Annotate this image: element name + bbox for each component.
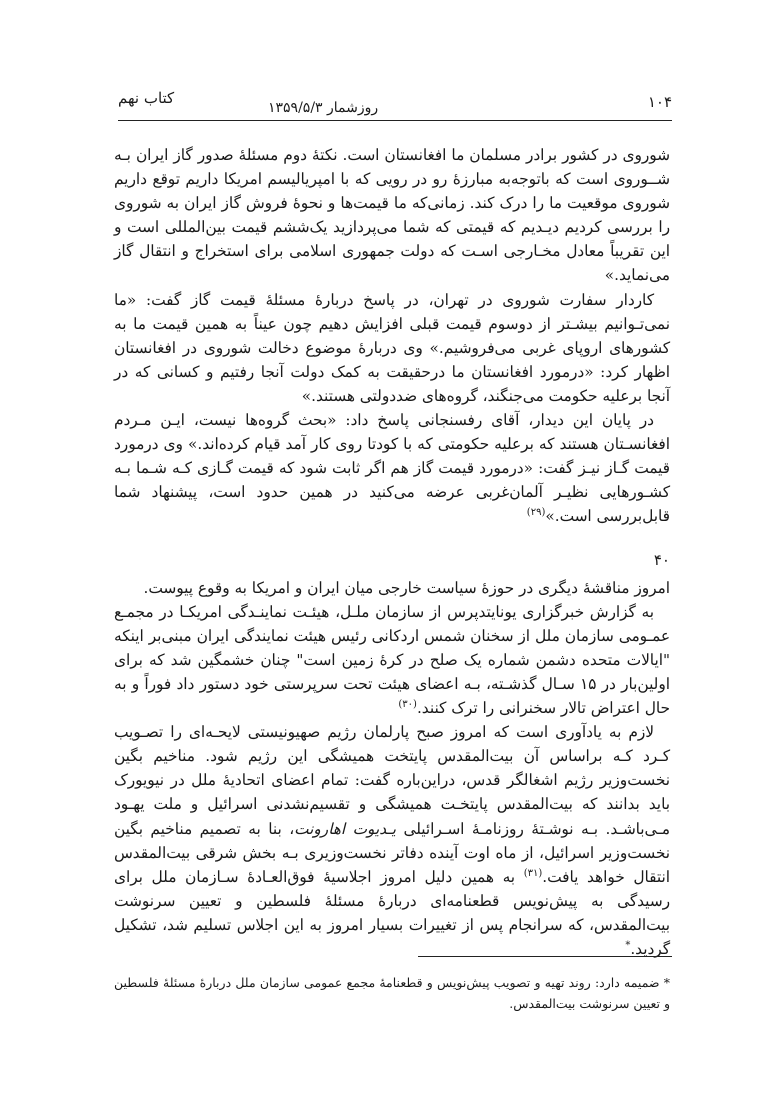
newspaper-name: یـدیوت اهارونت [294,819,396,838]
attachment-marker: * [625,939,631,951]
paragraph: لازم به یادآوری است که امروز صبح پارلمان رژیم صهیونیستی لایحـه‌ای را تصـویب کـرد کـه براساس آن بیت‌المقدس پایتخت همیشگی این رژیم شود. مناخیم بگین نخست‌وزیر رژیم اشغالگر قدس، دراین‌باره گفت: تمام اعضای اتحادیۀ ملل در نیویورک باید بدانند که بیت‌المقدس پایتخـت همیشگی و تقسیم‌نشدنی اسرائیل و ملت یهـود مـی‌باشـد. بـه نوشـتۀ روزنامـۀ اسـرائیلی یـدیوت اهارونت، بنا به تصمیم مناخیم بگین نخست‌وزیر اسرائیل، از ماه اوت آینده دفاتر نخست‌وزیری بـه بخش شرقی بیت‌المقدس انتقال خواهد یافت.$^{(۳۱)}$ به همین دلیل امروز اجلاسیۀ فوق‌العـادۀ سـازمان ملل برای رسیدگی به پیش‌نویس قطعنامه‌ای دربارۀ مسئلۀ فلسطین و تعیین سرنوشت بیت‌المقدس، که سرانجام پس از تغییرات بسیار امروز به این اجلاس تسلیم شد، تشکیل گردید.* [114,723,670,958]
page-body [114,143,670,961]
paragraph: به گزارش خبرگزاری یونایتدپرس از سازمان ملـل، هیئـت نماینـدگی امریکـا در مجمـع عمـومی سازمان ملل از سخنان شمس اردکانی رئیس هیئت نمایندگی ایران مبنی‌بر اینکه "ایالات متحده دشمن شماره یک صلح در کرۀ زمین است" چنان خشمگین شد که برای اولین‌بار در ۱۵ سـال گذشـته، بـه اعضای هیئت تحت سرپرستی خود دستور داد فوراً و به حال اعتراض تالار سخنرانی را ترک کنند.$^{(۳۰)}$ [114,602,670,718]
footnote: * ضمیمه دارد: روند تهیه و تصویب پیش‌نویس و قطعنامۀ مجمع عمومی سازمان ملل دربارۀ مسئلۀ فلسطین و تعیین سرنوشت بیت‌المقدس. [114,975,670,1011]
reference-marker: (۳۱) [523,867,543,879]
reference-marker: (۲۹) [526,507,546,519]
book-title: کتاب نهم [118,89,175,107]
diary-date: روزشمار ۱۳۵۹/۵/۳ [268,100,379,116]
page-header [118,88,672,118]
footnote-divider [418,956,672,957]
page-number: ۱۰۴ [647,93,672,111]
reference-marker: (۳۰) [398,698,417,710]
paragraph: امروز مناقشۀ دیگری در حوزۀ سیاست خارجی میان ایران و امریکا به وقوع پیوست. [143,578,670,597]
paragraph: شوروی در کشور برادر مسلمان ما افغانستان است. نکتۀ دوم مسئلۀ صدور گاز ایران بـه شــوروی است که باتوجه‌به مبارزۀ رو در رویی که با امپریالیسم امریکا داریم توقع داریم شوروی موقعیت ما را درک کند. زمانی‌که ما قیمت‌ها و نحوۀ فروش گاز ایران به شوروی را بررسی کردیم دیـدیم که قیمتی که شما می‌پردازید یک‌ششم قیمت بین‌المللی است و این تقریباً معادل مخـارجی اسـت که دولت جمهوری اسلامی برای استخراج و انتقال گاز می‌نماید.» [114,146,670,285]
header-divider [118,120,672,121]
paragraph: در پایان این دیدار، آقای رفسنجانی پاسخ داد: «بحث گروه‌ها نیست، ایـن مـردم افغانسـتان هستند که برعلیه حکومتی که با کودتا روی کار آمد قیام کرده‌اند.» وی درمورد قیمت گـاز نیـز گفت: «درمورد قیمت گاز هم اگر ثابت شود که قیمت گـازی کـه شـما بـه کشـورهایی نظیـر آلمان‌غربی عرضه می‌کنید در همین حدود است، پیشنهاد شما قابل‌بررسی است.»$^{(۲۹)}$ [114,411,670,526]
section-number: ۴۰ [653,550,670,569]
paragraph: کاردار سفارت شوروی در تهران، در پاسخ دربارۀ مسئلۀ قیمت گاز گفت: «ما نمی‌تـوانیم بیشـتر از دوسوم قیمت قبلی افزایش دهیم چون عیناً به همین قیمت ما به کشورهای اروپای غربی می‌فروشیم.» وی دربارۀ موضوع دخالت شوروی در افغانستان اظهار کرد: «درمورد افغانستان ما درحقیقت به کمک دولت آنجا رفتیم و کسانی که در آنجا برعلیه حکومت می‌جنگند، گروه‌های ضددولتی هستند.» [114,290,670,405]
